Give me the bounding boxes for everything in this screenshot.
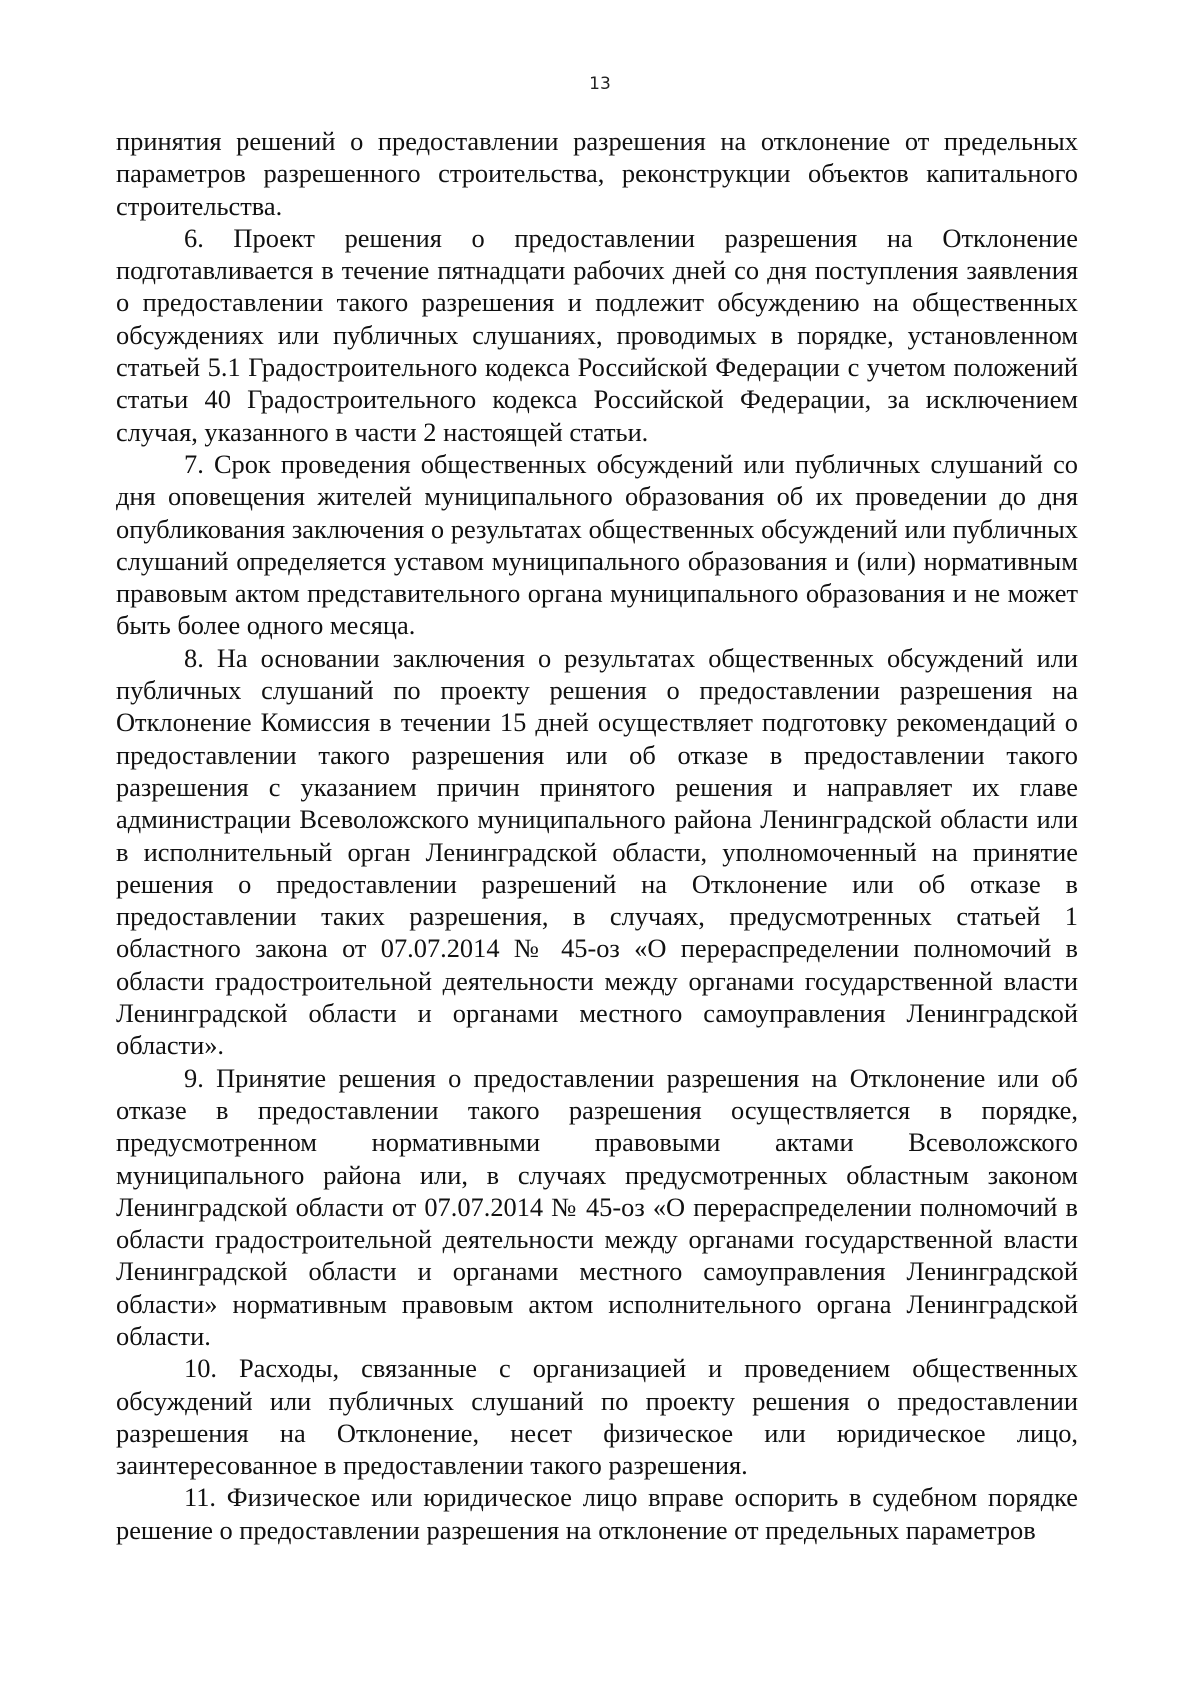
paragraph-item-6: 6. Проект решения о предоставлении разрешения на Отклонение подготавливается в течение пятнадцати рабочих дней со дня поступления заявления о предоставлении такого разрешения и подлежит обсуждению на общественных обсуждениях или публичных слушаниях, проводимых в порядке, установленном статьей 5.1 Градостроительного кодекса Российской Федерации с учетом положений статьи 40 Градостроительного кодекса Российской Федерации, за исключением случая, указанного в части 2 настоящей статьи. (116, 222, 1078, 447)
paragraph-item-9: 9. Принятие решения о предоставлении разрешения на Отклонение или об отказе в предоставлении такого разрешения осуществляется в порядке, предусмотренном нормативными правовыми актами Всеволожского муниципального района или, в случаях предусмотренных областным законом Ленинградской области от 07.07.2014 № 45-оз «О перераспределении полномочий в области градостроительной деятельности между органами государственной власти Ленинградской области и органами местного самоуправления Ленинградской области» нормативным правовым актом исполнительного органа Ленинградской области. (116, 1062, 1078, 1351)
paragraph-item-7: 7. Срок проведения общественных обсуждений или публичных слушаний со дня оповещения жителей муниципального образования об их проведении до дня опубликования заключения о результатах общественных обсуждений или публичных слушаний определяется уставом муниципального образования и (или) нормативным правовым актом представительного органа муниципального образования и не может быть более одного месяца. (116, 448, 1078, 641)
paragraph-item-11: 11. Физическое или юридическое лицо вправе оспорить в судебном порядке решение о предоставлении разрешения на отклонение от предельных параметров (116, 1482, 1078, 1545)
paragraph-item-10: 10. Расходы, связанные с организацией и проведением общественных обсуждений или публичных слушаний по проекту решения о предоставлении разрешения на Отклонение, несет физическое или юридическое лицо, заинтересованное в предоставлении такого разрешения. (116, 1353, 1078, 1481)
paragraph-item-8: 8. На основании заключения о результатах общественных обсуждений или публичных слушаний по проекту решения о предоставлении разрешения на Отклонение Комиссия в течении 15 дней осуществляет подготовку рекомендаций о предоставлении такого разрешения или об отказе в предоставлении такого разрешения с указанием причин принятого решения и направляет их главе администрации Всеволожского муниципального района Ленинградской области или в исполнительный орган Ленинградской области, уполномоченный на принятие решения о предоставлении разрешений на Отклонение или об отказе в предоставлении таких разрешения, в случаях, предусмотренных статьей 1 областного закона от 07.07.2014 № 45-оз «О перераспределении полномочий в области градостроительной деятельности между органами государственной власти Ленинградской области и органами местного самоуправления Ленинградской области». (116, 642, 1078, 1061)
page-number: 13 (589, 74, 611, 94)
paragraph-continuation: принятия решений о предоставлении разрешения на отклонение от предельных параметров разрешенного строительства, реконструкции объектов капитального строительства. (116, 126, 1078, 221)
document-body (116, 125, 1078, 1546)
